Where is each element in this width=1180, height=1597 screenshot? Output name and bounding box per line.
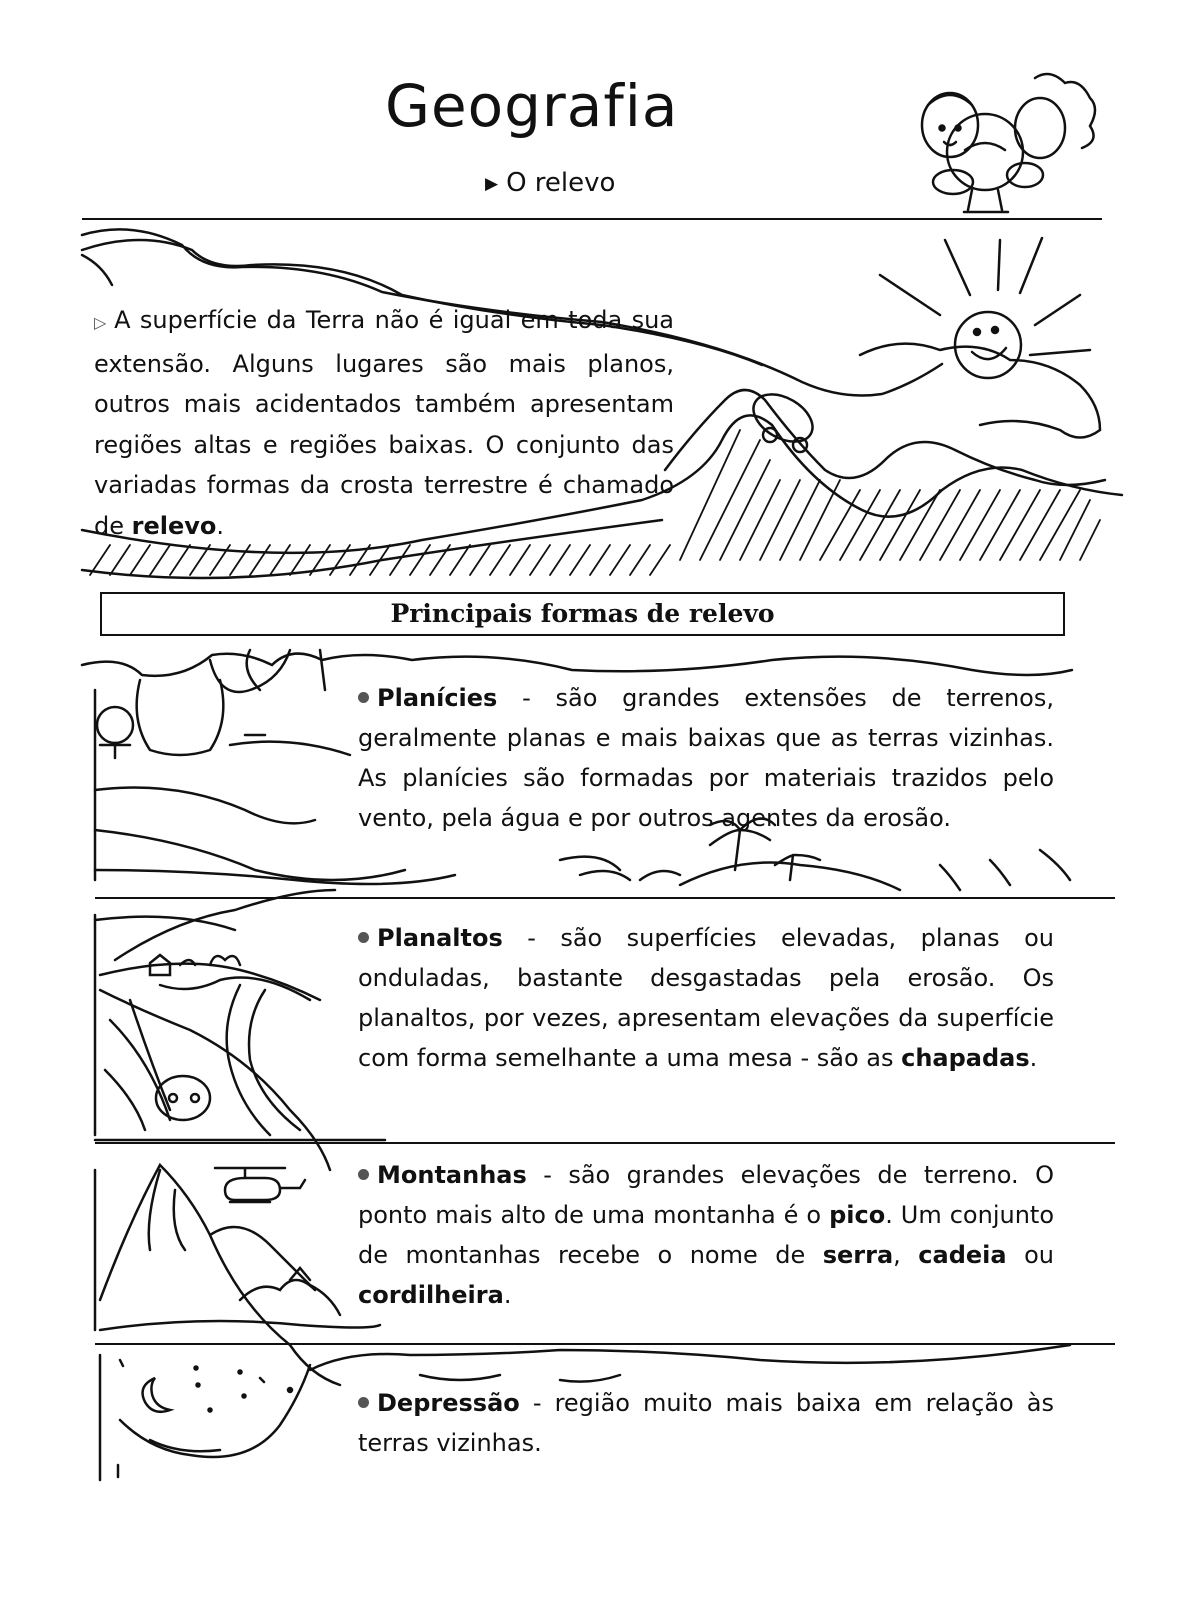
section-divider <box>95 1142 1115 1144</box>
section-planicies <box>358 678 1054 838</box>
bold-cordilheira: cordilheira <box>358 1281 504 1309</box>
section-divider <box>95 897 1115 899</box>
intro-end: . <box>216 511 225 540</box>
text-depressao: - região muito mais baixa em relação às terras vizinhas. <box>358 1389 1054 1457</box>
bold-serra: serra <box>822 1241 894 1269</box>
bold-pico: pico <box>829 1201 886 1229</box>
children-with-globe-icon <box>922 74 1095 212</box>
text-planaltos-end: . <box>1029 1044 1038 1072</box>
header-divider <box>82 218 1102 220</box>
text-montanhas-1: - são grandes elevações de terreno. O ponto mais alto de uma montanha é o <box>358 1161 1054 1229</box>
triangle-bullet-icon: ▶ <box>485 174 499 194</box>
intro-bold-term: relevo <box>131 511 217 540</box>
intro-paragraph <box>94 300 674 546</box>
term-planaltos: Planaltos <box>377 924 503 952</box>
bullet-icon <box>358 1169 369 1180</box>
section-divider <box>95 1343 1115 1345</box>
text-montanhas-4: ou <box>1006 1241 1054 1269</box>
intro-text: A superfície da Terra não é igual em toda sua extensão. Alguns lugares são mais planos, outros mais acidentados também apresentam regiões altas e regiões baixas. O conjunto das variadas formas da crosta terrestre é chamado de <box>94 306 674 540</box>
bullet-icon <box>358 932 369 943</box>
section-planaltos <box>358 918 1054 1078</box>
bullet-icon <box>358 1397 369 1408</box>
text-montanhas-5: . <box>503 1281 512 1309</box>
subtitle-text: O relevo <box>506 168 616 198</box>
page-subtitle <box>485 168 615 198</box>
section-depressao <box>358 1383 1054 1463</box>
page-title: Geografia <box>385 72 679 140</box>
bold-chapadas: chapadas <box>901 1044 1030 1072</box>
plateau-car-road-icon <box>95 890 385 1170</box>
text-planaltos: - são superfícies elevadas, planas ou onduladas, bastante desgastadas pela erosão. Os planaltos, por vezes, apresentam elevações da superfície com forma semelhante a uma mesa - são as <box>358 924 1054 1072</box>
term-montanhas: Montanhas <box>377 1161 527 1189</box>
bullet-icon <box>358 692 369 703</box>
section-montanhas <box>358 1155 1054 1315</box>
text-montanhas-3: , <box>893 1241 919 1269</box>
triangle-bullet-icon: ▷ <box>94 313 109 332</box>
text-planicies: - são grandes extensões de terrenos, geralmente planas e mais baixas que as terras vizinhas. As planícies são formadas por materiais trazidos pelo vento, pela água e por outros agentes da erosão. <box>358 684 1054 832</box>
section-banner: Principais formas de relevo <box>100 592 1065 636</box>
bold-cadeia: cadeia <box>918 1241 1007 1269</box>
term-depressao: Depressão <box>377 1389 520 1417</box>
term-planicies: Planícies <box>377 684 498 712</box>
mountain-helicopter-icon <box>95 1165 380 1385</box>
text-montanhas-2: . Um conjunto de montanhas recebe o nome de <box>358 1201 1054 1269</box>
